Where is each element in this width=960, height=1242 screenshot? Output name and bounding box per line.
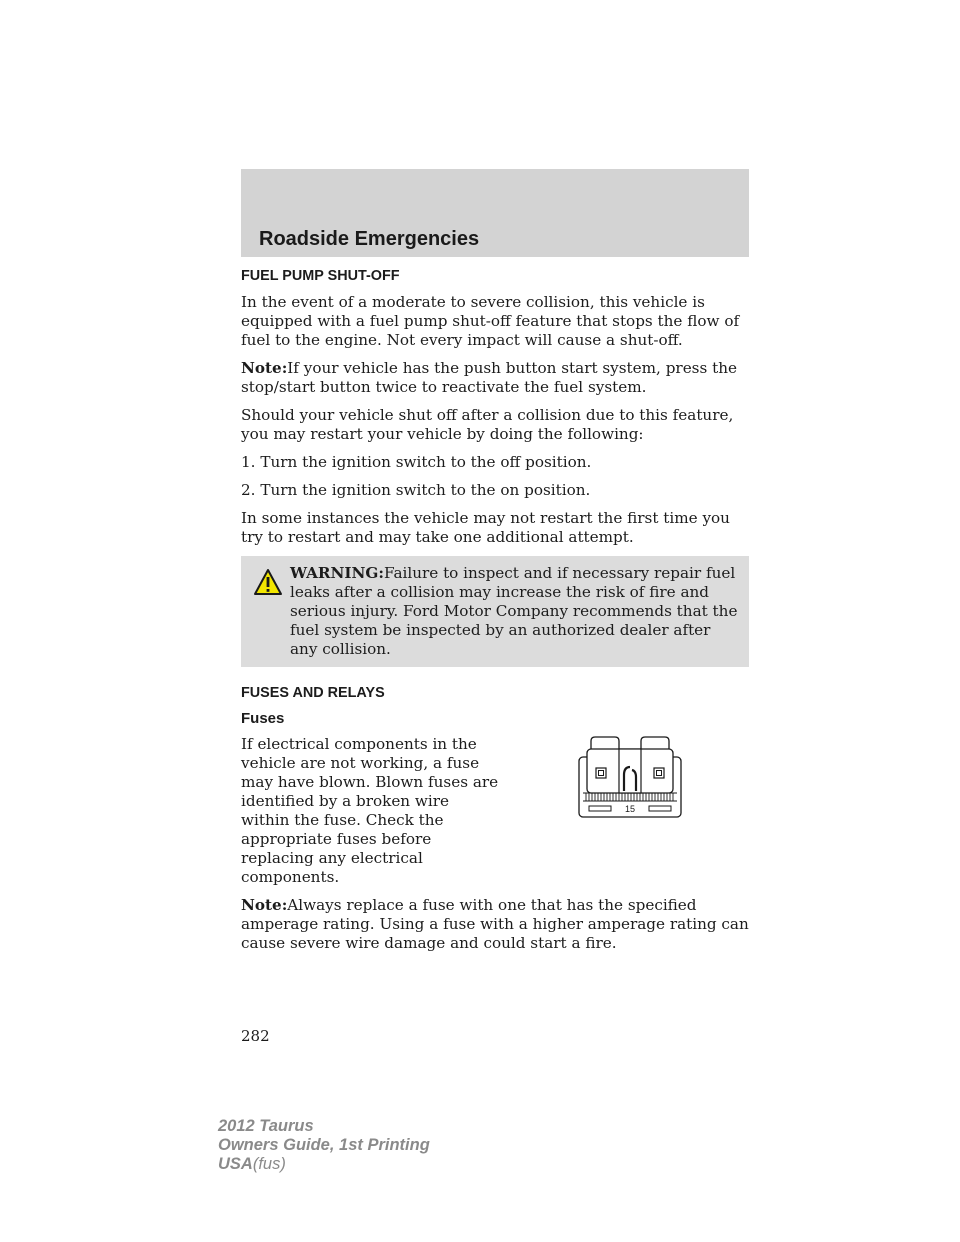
fuses-body: If electrical components in the vehicle are not working, a fuse may have blown. Blown fuses are identified by a broken wire within the fuse. Check the appropriate fuses before replacing any electrical components. [241, 735, 499, 886]
fuel-pump-intro: In the event of a moderate to severe collision, this vehicle is equipped with a fuel pump shut-off feature that stops the flow of fuel to the engine. Not every impact will cause a shut-off. [241, 293, 740, 349]
section-header-band [241, 169, 749, 257]
footer-region-code: (fus) [252, 1155, 286, 1173]
warning-box [241, 556, 749, 667]
page-number: 282 [241, 1027, 270, 1045]
fuses-relays-heading: FUSES AND RELAYS [241, 685, 385, 701]
warning-body: Failure to inspect and if necessary repair fuel leaks after a collision may increase the risk of fire and serious injury. Ford Motor Company recommends that the fuel system be inspected by an authorized dealer after any collision. [290, 564, 738, 658]
document-footer [218, 1117, 430, 1174]
fuse-rating-label: 15 [624, 804, 636, 814]
fuses-note-text: Always replace a fuse with one that has the specified amperage rating. Using a fuse with a higher amperage rating can cause severe wire damage and could start a fire. [241, 896, 749, 952]
warning-label: WARNING: [290, 564, 384, 582]
step-1: 1. Turn the ignition switch to the off position. [241, 453, 592, 471]
step-2: 2. Turn the ignition switch to the on position. [241, 481, 591, 499]
warning-text [249, 564, 741, 659]
section-title: Roadside Emergencies [259, 228, 480, 250]
fuses-subheading: Fuses [241, 710, 285, 727]
note-label: Note: [241, 359, 288, 377]
footer-line-3 [218, 1155, 430, 1174]
footer-line-1: 2012 Taurus [218, 1117, 314, 1135]
fuse-illustration [575, 735, 685, 819]
page-content [241, 268, 749, 962]
fuse-section [241, 735, 749, 887]
fuses-note [241, 896, 749, 953]
restart-intro: Should your vehicle shut off after a collision due to this feature, you may restart your vehicle by doing the following: [241, 406, 734, 443]
fuel-pump-heading: FUEL PUMP SHUT-OFF [241, 268, 400, 284]
fuses-note-label: Note: [241, 896, 288, 914]
warning-triangle-icon [253, 568, 283, 596]
footer-line-2: Owners Guide, 1st Printing [218, 1136, 430, 1154]
footer-region: USA [218, 1155, 253, 1173]
note-text: If your vehicle has the push button start system, press the stop/start button twice to reactivate the fuel system. [241, 359, 737, 396]
fuel-pump-note [241, 359, 749, 397]
restart-instances: In some instances the vehicle may not restart the first time you try to restart and may take one additional attempt. [241, 509, 730, 546]
